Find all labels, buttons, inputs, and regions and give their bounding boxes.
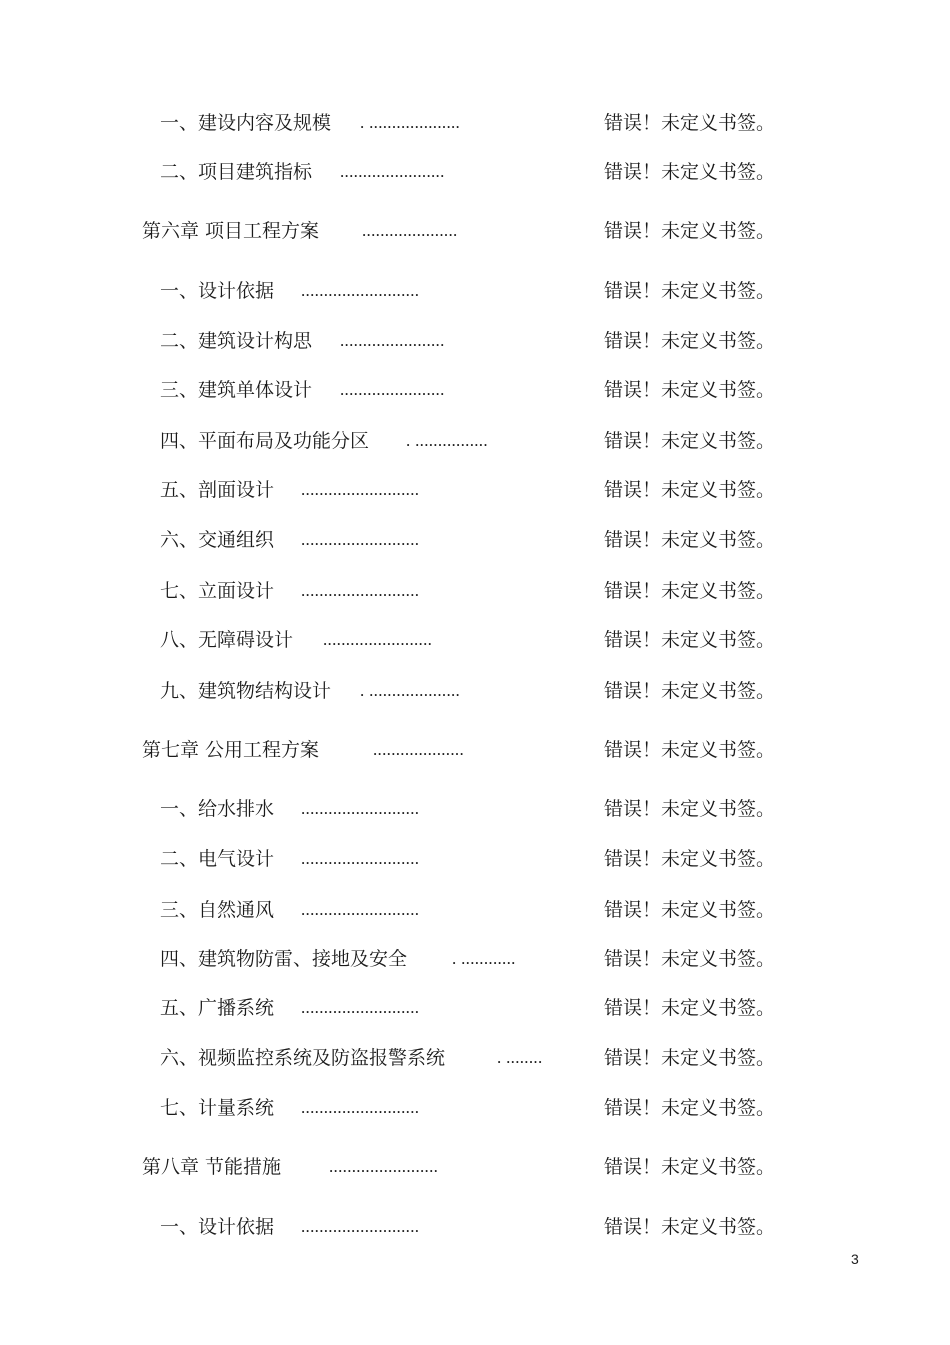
toc-leader-dots: ..........................: [301, 1098, 420, 1117]
toc-entry[interactable]: [0, 794, 950, 824]
toc-entry-label: 四、平面布局及功能分区: [160, 430, 370, 452]
toc-leader-dots: ..........................: [301, 480, 420, 499]
toc-page-reference: 错误！未定义书签。: [604, 580, 776, 602]
toc-entry[interactable]: [0, 944, 950, 974]
toc-entry-label: 二、建筑设计构思: [160, 330, 313, 352]
toc-entry[interactable]: [0, 426, 950, 456]
toc-page-reference: 错误！未定义书签。: [604, 220, 776, 242]
toc-entry-label: 八、无障碍设计: [160, 629, 294, 651]
toc-page-reference: 错误！未定义书签。: [604, 529, 776, 551]
toc-entry[interactable]: [0, 475, 950, 505]
toc-entry[interactable]: [0, 1043, 950, 1073]
toc-entry-label: 一、设计依据: [160, 280, 275, 302]
toc-entry[interactable]: [0, 993, 950, 1023]
toc-entry[interactable]: [0, 895, 950, 925]
toc-leader-dots: ..........................: [301, 530, 420, 549]
toc-entry[interactable]: [0, 576, 950, 606]
toc-entry-label: 二、项目建筑指标: [160, 161, 313, 183]
toc-entry-label: 四、建筑物防雷、接地及安全: [160, 948, 408, 970]
toc-entry-label: 一、给水排水: [160, 798, 275, 820]
toc-entry-label: 一、设计依据: [160, 1216, 275, 1238]
toc-entry[interactable]: [0, 375, 950, 405]
toc-leader-dots: ..........................: [301, 849, 420, 868]
toc-entry-label: 五、剖面设计: [160, 479, 275, 501]
toc-entry[interactable]: [0, 276, 950, 306]
toc-chapter-entry[interactable]: [0, 735, 950, 765]
toc-page-reference: 错误！未定义书签。: [604, 1216, 776, 1238]
toc-page-reference: 错误！未定义书签。: [604, 280, 776, 302]
toc-entry[interactable]: [0, 1212, 950, 1242]
toc-page-reference: 错误！未定义书签。: [604, 899, 776, 921]
toc-page-reference: 错误！未定义书签。: [604, 798, 776, 820]
toc-page-reference: 错误！未定义书签。: [604, 330, 776, 352]
toc-entry-label: 五、广播系统: [160, 997, 275, 1019]
toc-leader-dots: ........................: [323, 630, 433, 649]
toc-leader-dots: ..........................: [301, 900, 420, 919]
toc-chapter-label: 第六章 项目工程方案: [142, 220, 320, 242]
toc-page-reference: 错误！未定义书签。: [604, 1097, 776, 1119]
toc-leader-dots: . ....................: [360, 113, 461, 132]
toc-leader-dots: . ........: [497, 1048, 543, 1067]
toc-entry-label: 七、立面设计: [160, 580, 275, 602]
toc-entry-label: 九、建筑物结构设计: [160, 680, 332, 702]
toc-page-reference: 错误！未定义书签。: [604, 430, 776, 452]
toc-page-reference: 错误！未定义书签。: [604, 112, 776, 134]
toc-leader-dots: ..........................: [301, 581, 420, 600]
toc-leader-dots: ..........................: [301, 998, 420, 1017]
toc-entry-label: 六、视频监控系统及防盗报警系统: [160, 1047, 446, 1069]
toc-page-reference: 错误！未定义书签。: [604, 739, 776, 761]
toc-page-reference: 错误！未定义书签。: [604, 997, 776, 1019]
toc-entry[interactable]: [0, 676, 950, 706]
toc-entry-label: 三、自然通风: [160, 899, 275, 921]
toc-chapter-entry[interactable]: [0, 216, 950, 246]
toc-page-reference: 错误！未定义书签。: [604, 680, 776, 702]
toc-leader-dots: . ....................: [360, 681, 461, 700]
toc-entry[interactable]: [0, 1093, 950, 1123]
page-number: 3: [851, 1251, 859, 1267]
toc-page-reference: 错误！未定义书签。: [604, 1156, 776, 1178]
toc-leader-dots: ........................: [329, 1157, 439, 1176]
toc-leader-dots: ..........................: [301, 799, 420, 818]
toc-entry[interactable]: [0, 844, 950, 874]
toc-leader-dots: .......................: [340, 380, 445, 399]
toc-page-reference: 错误！未定义书签。: [604, 1047, 776, 1069]
toc-leader-dots: .....................: [362, 221, 458, 240]
toc-entry-label: 二、电气设计: [160, 848, 275, 870]
toc-leader-dots: . ............: [452, 949, 516, 968]
toc-page-reference: 错误！未定义书签。: [604, 479, 776, 501]
toc-chapter-label: 第七章 公用工程方案: [142, 739, 320, 761]
toc-leader-dots: ..........................: [301, 1217, 420, 1236]
toc-entry-label: 七、计量系统: [160, 1097, 275, 1119]
toc-entry[interactable]: [0, 326, 950, 356]
toc-leader-dots: ..........................: [301, 281, 420, 300]
toc-page-reference: 错误！未定义书签。: [604, 848, 776, 870]
toc-leader-dots: .......................: [340, 162, 445, 181]
toc-page-reference: 错误！未定义书签。: [604, 948, 776, 970]
toc-page-reference: 错误！未定义书签。: [604, 629, 776, 651]
toc-entry[interactable]: [0, 108, 950, 138]
toc-entry-label: 一、建设内容及规模: [160, 112, 332, 134]
toc-chapter-entry[interactable]: [0, 1152, 950, 1182]
toc-page-reference: 错误！未定义书签。: [604, 161, 776, 183]
toc-leader-dots: ....................: [373, 740, 464, 759]
toc-leader-dots: .......................: [340, 331, 445, 350]
toc-page-reference: 错误！未定义书签。: [604, 379, 776, 401]
toc-entry[interactable]: [0, 525, 950, 555]
toc-entry-label: 三、建筑单体设计: [160, 379, 313, 401]
toc-leader-dots: . ................: [406, 431, 488, 450]
toc-entry[interactable]: [0, 625, 950, 655]
toc-entry[interactable]: [0, 157, 950, 187]
toc-chapter-label: 第八章 节能措施: [142, 1156, 282, 1178]
toc-entry-label: 六、交通组织: [160, 529, 275, 551]
